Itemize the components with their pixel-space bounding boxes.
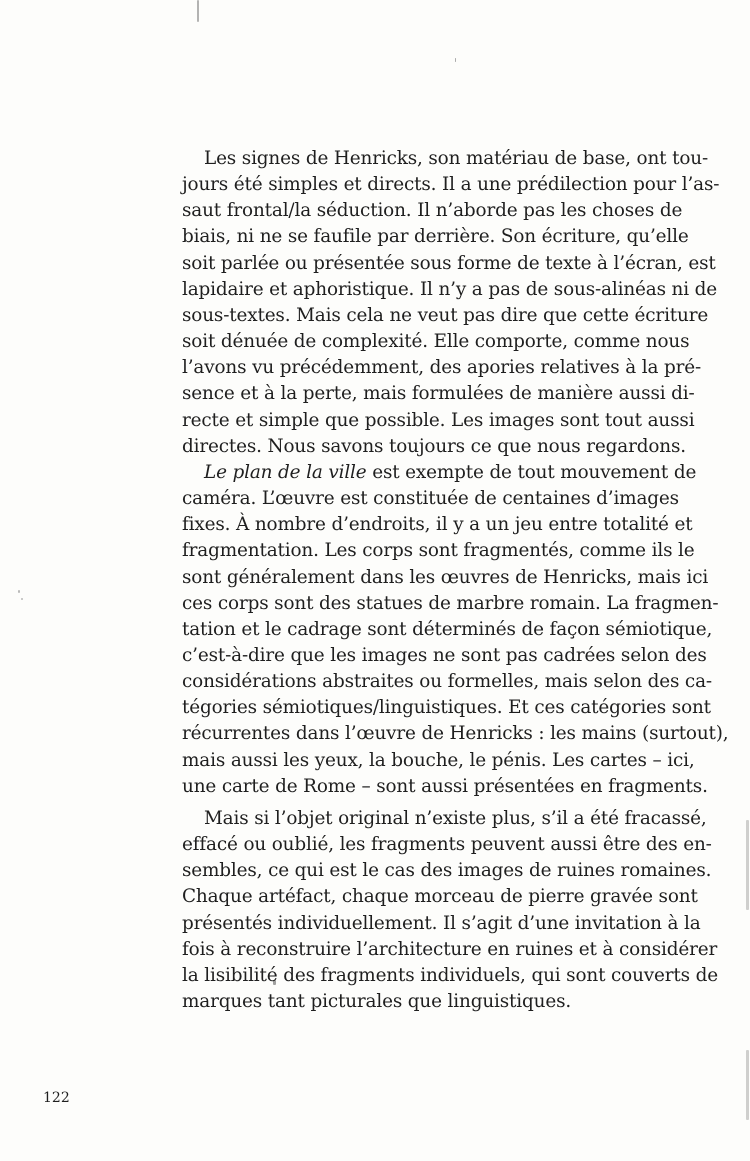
scan-edge-shadow bbox=[746, 1050, 749, 1120]
text-line: jours été simples et directs. Il a une prédilection pour l’as- bbox=[182, 174, 720, 196]
text-line: mais aussi les yeux, la bouche, le pénis. Les cartes – ici, bbox=[182, 749, 695, 771]
text-line: effacé ou oublié, les fragments peuvent aussi être des en- bbox=[182, 834, 712, 856]
text-line: soit parlée ou présentée sous forme de texte à l’écran, est bbox=[182, 252, 716, 274]
text-line-rest: est exempte de tout mouvement de bbox=[366, 461, 697, 483]
text-line: présentés individuellement. Il s’agit d’une invitation à la bbox=[182, 912, 701, 934]
text-line: Chaque artéfact, chaque morceau de pierre gravée sont bbox=[182, 886, 698, 908]
text-line: Les signes de Henricks, son matériau de base, ont tou- bbox=[204, 148, 709, 169]
body-text bbox=[182, 146, 729, 1015]
text-line: Mais si l’objet original n’existe plus, s’il a été fracassé, bbox=[204, 807, 707, 829]
text-line: sont généralement dans les œuvres de Henricks, mais ici bbox=[182, 566, 709, 588]
text-line: récurrentes dans l’œuvre de Henricks : les mains (surtout), bbox=[182, 723, 729, 745]
text-line: la lisibilité des fragments individuels, qui sont couverts de bbox=[182, 964, 718, 986]
text-line: sous-textes. Mais cela ne veut pas dire que cette écriture bbox=[182, 304, 709, 326]
text-line: marques tant picturales que linguistiques. bbox=[182, 991, 572, 1012]
text-line: ces corps sont des statues de marbre romain. La fragmen- bbox=[182, 592, 719, 614]
text-line: considérations abstraites ou formelles, mais selon des ca- bbox=[182, 671, 712, 693]
text-line: sembles, ce qui est le cas des images de ruines romaines. bbox=[182, 860, 712, 882]
text-line: directes. Nous savons toujours ce que nous regardons. bbox=[182, 435, 686, 457]
text-line: une carte de Rome – sont aussi présentées en fragments. bbox=[182, 775, 708, 797]
paragraph-3 bbox=[182, 806, 718, 1015]
text-line: biais, ni ne se faufile par derrière. Son écriture, qu’elle bbox=[182, 226, 689, 248]
text-line: recte et simple que possible. Les images sont tout aussi bbox=[182, 409, 695, 431]
text-line: saut frontal/la séduction. Il n’aborde pas les choses de bbox=[182, 200, 683, 222]
scan-speck bbox=[455, 58, 456, 62]
scan-speck bbox=[21, 598, 23, 600]
text-line: tation et le cadrage sont déterminés de façon sémiotique, bbox=[182, 618, 713, 640]
text-line: fixes. À nombre d’endroits, il y a un jeu entre totalité et bbox=[182, 514, 693, 536]
paragraph-1 bbox=[182, 146, 720, 460]
text-line: caméra. L’œuvre est constituée de centaines d’images bbox=[182, 488, 679, 510]
text-line: soit dénuée de complexité. Elle comporte, comme nous bbox=[182, 331, 690, 353]
paragraph-2 bbox=[182, 460, 729, 800]
text-line: c’est-à-dire que les images ne sont pas cadrées selon des bbox=[182, 644, 707, 666]
scan-speck bbox=[18, 590, 20, 593]
text-line: tégories sémiotiques/linguistiques. Et ces catégories sont bbox=[182, 697, 711, 719]
text-line: sence et à la perte, mais formulées de manière aussi di- bbox=[182, 383, 695, 405]
text-line: lapidaire et aphoristique. Il n’y a pas de sous-alinéas ni de bbox=[182, 278, 718, 300]
text-line bbox=[182, 460, 697, 486]
scan-edge-shadow bbox=[746, 820, 749, 910]
text-line: l’avons vu précédemment, des apories relatives à la pré- bbox=[182, 357, 702, 379]
scan-speck bbox=[197, 0, 199, 22]
text-line: fois à reconstruire l’architecture en ruines et à considérer bbox=[182, 938, 718, 960]
page-number: 122 bbox=[43, 1090, 70, 1106]
text-line: fragmentation. Les corps sont fragmentés, comme ils le bbox=[182, 540, 695, 562]
work-title: Le plan de la ville bbox=[204, 461, 367, 483]
